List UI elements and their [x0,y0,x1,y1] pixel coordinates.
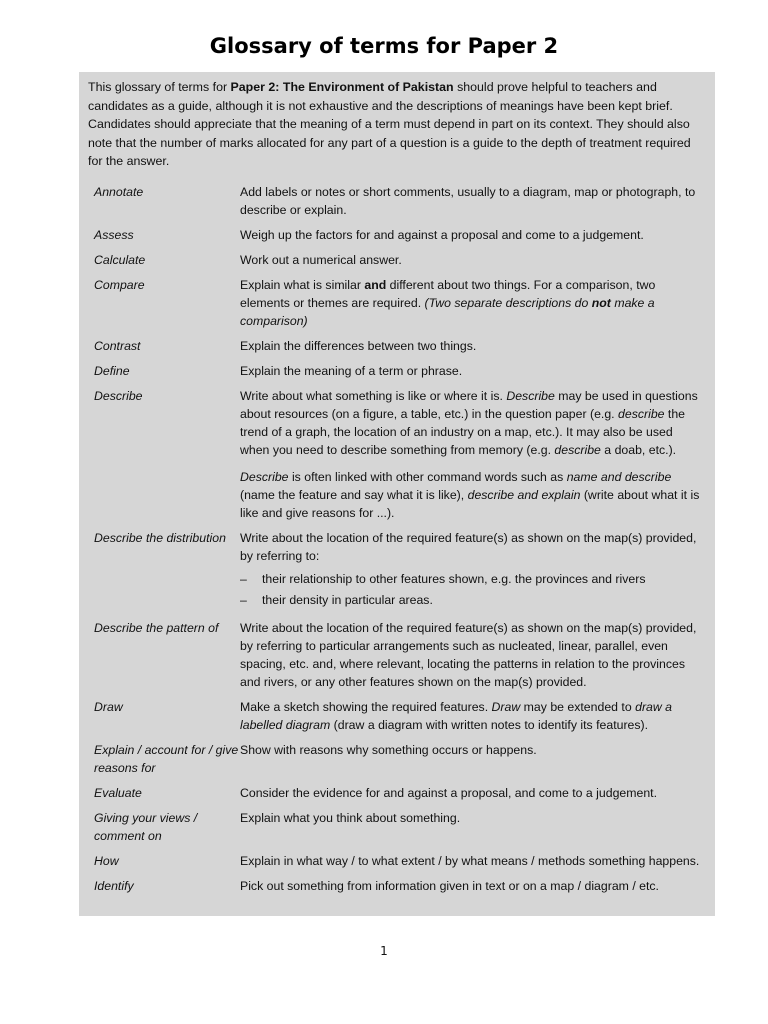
term: Draw [94,699,123,714]
definition-text: Write about what something is like or where it is. [240,388,507,403]
definition: Explain in what way / to what extent / by what means / methods something happens. [240,853,700,868]
definition [240,529,705,619]
intro-paragraph [88,78,705,171]
definition: Explain the meaning of a term or phrase. [240,363,463,378]
definition-italic: Draw [491,699,521,714]
definition-text: (name the feature and say what it is like), [240,487,468,502]
glossary-row-define [88,362,705,387]
term: Contrast [94,338,141,353]
glossary-row-calculate [88,251,705,276]
intro-text-continued: should prove helpful to teachers and candidates as a guide, although it is not exhaustive and the descriptions of meanings have been kept brief. Candidates should appreciate that the meaning of a term must depend in part on its context. They should also note that the number of marks allocated for any part of a question is a guide to the depth of treatment required for the answer. [88,80,691,168]
definition: Weigh up the factors for and against a proposal and come to a judgement. [240,227,644,242]
definition: Explain the differences between two things. [240,338,477,353]
definition-text: Explain what is similar [240,277,365,292]
term: Compare [94,277,145,292]
definition: Write about the location of the required feature(s) as shown on the map(s) provided, by referring to particular arrangements such as nucleated, linear, parallel, even spacing, etc. and, where relevant, locating the patterns in relation to the provinces and rivers, or any other features shown on the map(s) provided. [240,620,697,689]
glossary-row-draw [88,698,705,741]
definition [240,276,705,337]
definition-italic: describe [618,406,665,421]
term: Annotate [94,184,144,199]
definition: Consider the evidence for and against a proposal, and come to a judgement. [240,785,657,800]
definition: Explain what you think about something. [240,810,461,825]
definition-italic: describe and explain [467,487,581,502]
term: Describe the pattern of [94,620,219,635]
intro-paper-name: Paper 2: The Environment of Pakistan [230,80,454,94]
definition-italic: Describe [240,469,289,484]
term: Describe the distribution [94,530,226,545]
definition-paragraph [240,468,705,522]
glossary-row-evaluate [88,784,705,809]
glossary-row-explain [88,741,705,784]
definition: Show with reasons why something occurs or happens. [240,742,537,757]
definition-text: Make a sketch showing the required features. [240,699,492,714]
definition-italic: draw a labelled diagram [240,699,673,732]
definition-italic: Describe [506,388,555,403]
definition-text: may be extended to [520,699,636,714]
definition-italic: describe [554,442,601,457]
page-number: 1 [380,944,388,958]
glossary-row-describe [88,387,705,529]
definition: Work out a numerical answer. [240,252,402,267]
definition-text: Write about the location of the required feature(s) as shown on the map(s) provided, by referring to: [240,530,697,563]
term: Assess [94,227,134,242]
intro-text: This glossary of terms for [88,80,231,94]
list-item: – their relationship to other features shown, e.g. the provinces and rivers [240,570,705,588]
definition-note-emphasis: not [591,295,611,310]
definition-text: (write about what it is like and give reasons for ...). [240,487,700,520]
definition-text: (draw a diagram with written notes to identify its features). [330,717,649,732]
term: Evaluate [94,785,142,800]
definition-text: the trend of a graph, the location of an industry on a map, etc.). It may also be used when you need to describe something from memory (e.g. [240,406,686,457]
definition: Add labels or notes or short comments, usually to a diagram, map or photograph, to describe or explain. [240,184,696,217]
definition [240,387,705,529]
glossary-row-views [88,809,705,852]
glossary-row-assess [88,226,705,251]
glossary-row-contrast [88,337,705,362]
glossary-row-annotate [88,183,705,226]
glossary-panel [79,72,715,916]
term: Calculate [94,252,146,267]
term: Identify [94,878,134,893]
list-item: – their density in particular areas. [240,591,705,609]
term: Define [94,363,130,378]
glossary-row-describe-distribution [88,529,705,619]
glossary-row-how [88,852,705,877]
term: Giving your views / comment on [94,810,198,843]
definition [240,698,705,741]
term: Describe [94,388,143,403]
definition-emphasis: and [364,277,387,292]
term: Explain / account for / give reasons for [94,742,239,775]
glossary-table [88,183,705,902]
page-title: Glossary of terms for Paper 2 [209,34,559,58]
definition-text: may be used in questions about resources (on a figure, a table, etc.) in the question paper (e.g. [240,388,698,421]
term: How [94,853,119,868]
definition-text: is often linked with other command words such as [288,469,567,484]
glossary-row-describe-pattern [88,619,705,698]
definition: Pick out something from information given in text or on a map / diagram / etc. [240,878,659,893]
definition-note: make a comparison) [240,295,655,328]
definition-text: a doab, etc.). [600,442,677,457]
glossary-row-compare [88,276,705,337]
definition-italic: name and describe [566,469,672,484]
glossary-row-identify [88,877,705,902]
definition-list [240,570,705,609]
definition-note: (Two separate descriptions do [424,295,592,310]
definition-text: different about two things. For a comparison, two elements or themes are required. [240,277,656,310]
definition-paragraph [240,387,705,459]
